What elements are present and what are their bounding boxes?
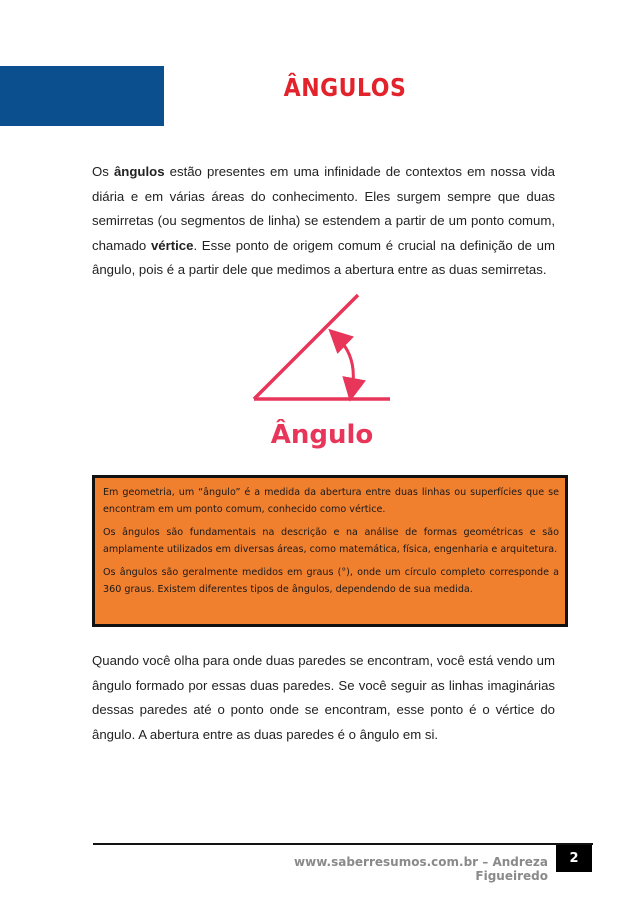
bold-term-vertice: vértice	[150, 237, 194, 253]
highlight-box	[92, 475, 568, 627]
angle-upper-ray	[254, 295, 358, 399]
highlight-paragraph: Os ângulos são geralmente medidos em graus (°), onde um círculo completo corresponde a 360 graus. Existem diferentes tipos de ângulos, dependendo de sua medida.	[103, 567, 559, 595]
angle-arc-arrow	[337, 337, 353, 390]
figure-caption: Ângulo	[270, 420, 374, 450]
highlight-paragraph: Em geometria, um “ângulo” é a medida da abertura entre duas linhas ou superfícies que se encontram em um ponto comum, conhecido como vértice.	[103, 487, 559, 515]
bold-term-angulos: ângulos	[113, 164, 165, 179]
footer-credit: www.saberresumos.com.br – Andreza Figueiredo	[294, 855, 548, 883]
closing-paragraph: Quando você olha para onde duas paredes se encontram, você está vendo um ângulo formado por essas duas paredes. Se você seguir as linhas imaginárias dessas paredes até o ponto onde se encontram, esse ponto é o vértice do ângulo. A abertura entre as duas paredes é o ângulo em si.	[92, 653, 555, 742]
header-band	[0, 66, 164, 126]
highlight-paragraph: Os ângulos são fundamentais na descrição e na análise de formas geométricas e são amplamente utilizados em diversas áreas, como matemática, física, engenharia e arquitetura.	[103, 527, 559, 555]
footer-rule	[93, 843, 593, 845]
page-title: ÂNGULOS	[283, 74, 407, 103]
page-number: 2	[556, 845, 592, 872]
intro-paragraph: Os ângulos estão presentes em uma infinidade de contextos em nossa vida diária e em várias áreas do conhecimento. Eles surgem sempre que duas semirretas (ou segmentos de linha) se estendem a partir de um ponto comum, chamado vértice. Esse ponto de origem comum é crucial na definição de um ângulo, pois é a partir dele que medimos a abertura entre as duas semirretas.	[92, 164, 555, 277]
